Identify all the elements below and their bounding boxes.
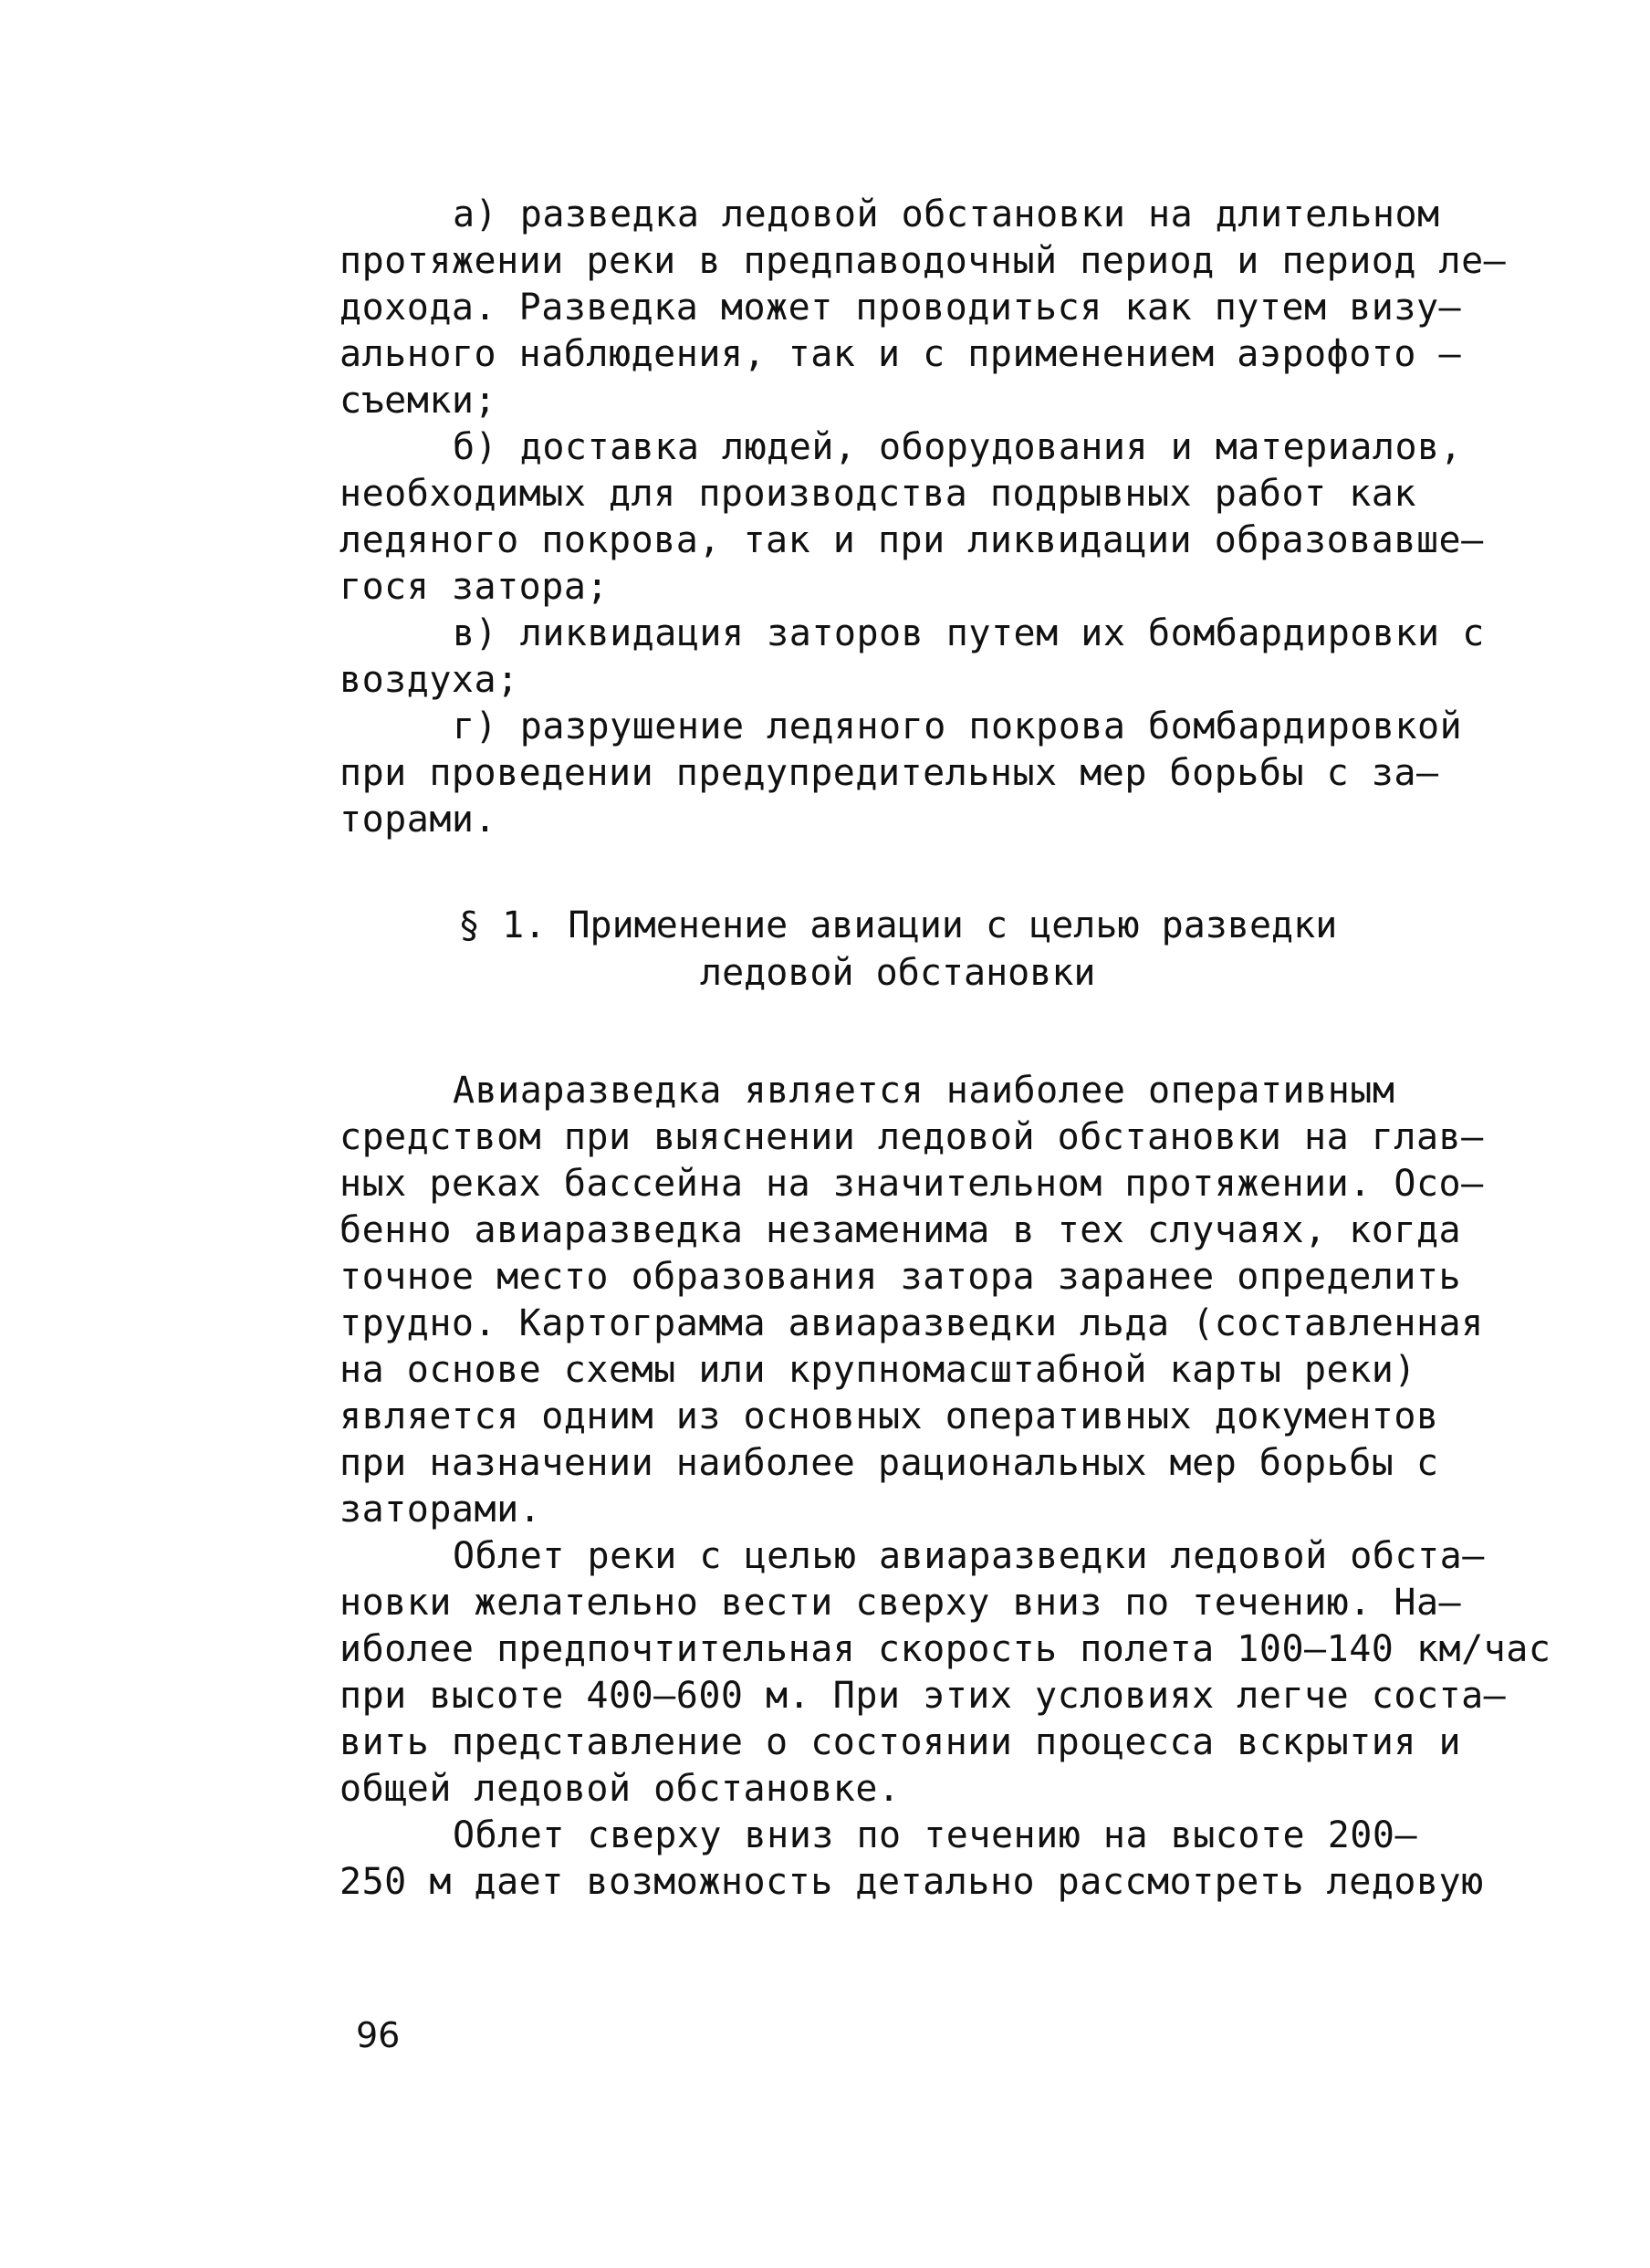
text-line: общей ледовой обстановке. — [339, 1768, 901, 1810]
text-line: иболее предпочтительная скорость полета 100–140 км/час — [339, 1628, 1551, 1670]
body-text-part-2 — [339, 1068, 1551, 1906]
text-line: при назначении наиболее рациональных мер борьбы с — [339, 1442, 1439, 1484]
text-line: б) доставка людей, оборудования и материалов, — [453, 426, 1463, 468]
text-line: ального наблюдения, так и с применением аэрофото – — [339, 333, 1462, 375]
text-line: ных реках бассейна на значительном протяжении. Осо– — [339, 1163, 1484, 1205]
text-line: заторами. — [339, 1489, 542, 1531]
text-line: 250 м дает возможность детально рассмотреть ледовую — [339, 1861, 1484, 1903]
text-line: точное место образования затора заранее определить — [339, 1256, 1462, 1298]
text-line: гося затора; — [339, 566, 609, 608]
text-line: Облет сверху вниз по течению на высоте 200– — [453, 1814, 1418, 1856]
text-line: протяжении реки в предпаводочный период и период ле– — [339, 240, 1507, 282]
text-line: необходимых для производства подрывных работ как — [339, 473, 1416, 515]
text-line: Облет реки с целью авиаразведки ледовой обста– — [453, 1535, 1485, 1577]
text-line: дохода. Разведка может проводиться как путем визу– — [339, 287, 1462, 329]
body-text-part-1 — [339, 192, 1526, 843]
text-line: на основе схемы или крупномасштабной карты реки) — [339, 1349, 1416, 1391]
text-line: трудно. Картограмма авиаразведки льда (составленная — [339, 1302, 1484, 1344]
text-line: воздуха; — [339, 659, 519, 701]
text-line: является одним из основных оперативных документов — [339, 1395, 1439, 1437]
section-title-line-1: § 1. Применение авиации с целью разведки — [458, 904, 1338, 946]
text-line: новки желательно вести сверху вниз по течению. На– — [339, 1582, 1462, 1624]
text-line: вить представление о состоянии процесса вскрытия и — [339, 1721, 1462, 1763]
text-line: съемки; — [339, 380, 497, 422]
text-line: ледяного покрова, так и при ликвидации образовавше– — [339, 519, 1484, 561]
text-line: а) разведка ледовой обстановки на длительном — [453, 193, 1440, 235]
page-number: 96 — [356, 2015, 401, 2055]
section-heading — [339, 902, 1526, 997]
text-line: бенно авиаразведка незаменима в тех случаях, когда — [339, 1209, 1462, 1251]
text-line: г) разрушение ледяного покрова бомбардировкой — [453, 705, 1463, 747]
text-line: торами. — [339, 799, 497, 841]
text-line: при проведении предупредительных мер борьбы с за– — [339, 752, 1439, 794]
text-line: в) ликвидация заторов путем их бомбардировки с — [453, 612, 1485, 654]
text-line: Авиаразведка является наиболее оперативным — [453, 1070, 1395, 1112]
text-line: при высоте 400–600 м. При этих условиях легче соста– — [339, 1675, 1507, 1717]
section-title-line-2: ледовой обстановки — [700, 952, 1096, 994]
text-line: средством при выяснении ледовой обстановки на глав– — [339, 1116, 1484, 1158]
